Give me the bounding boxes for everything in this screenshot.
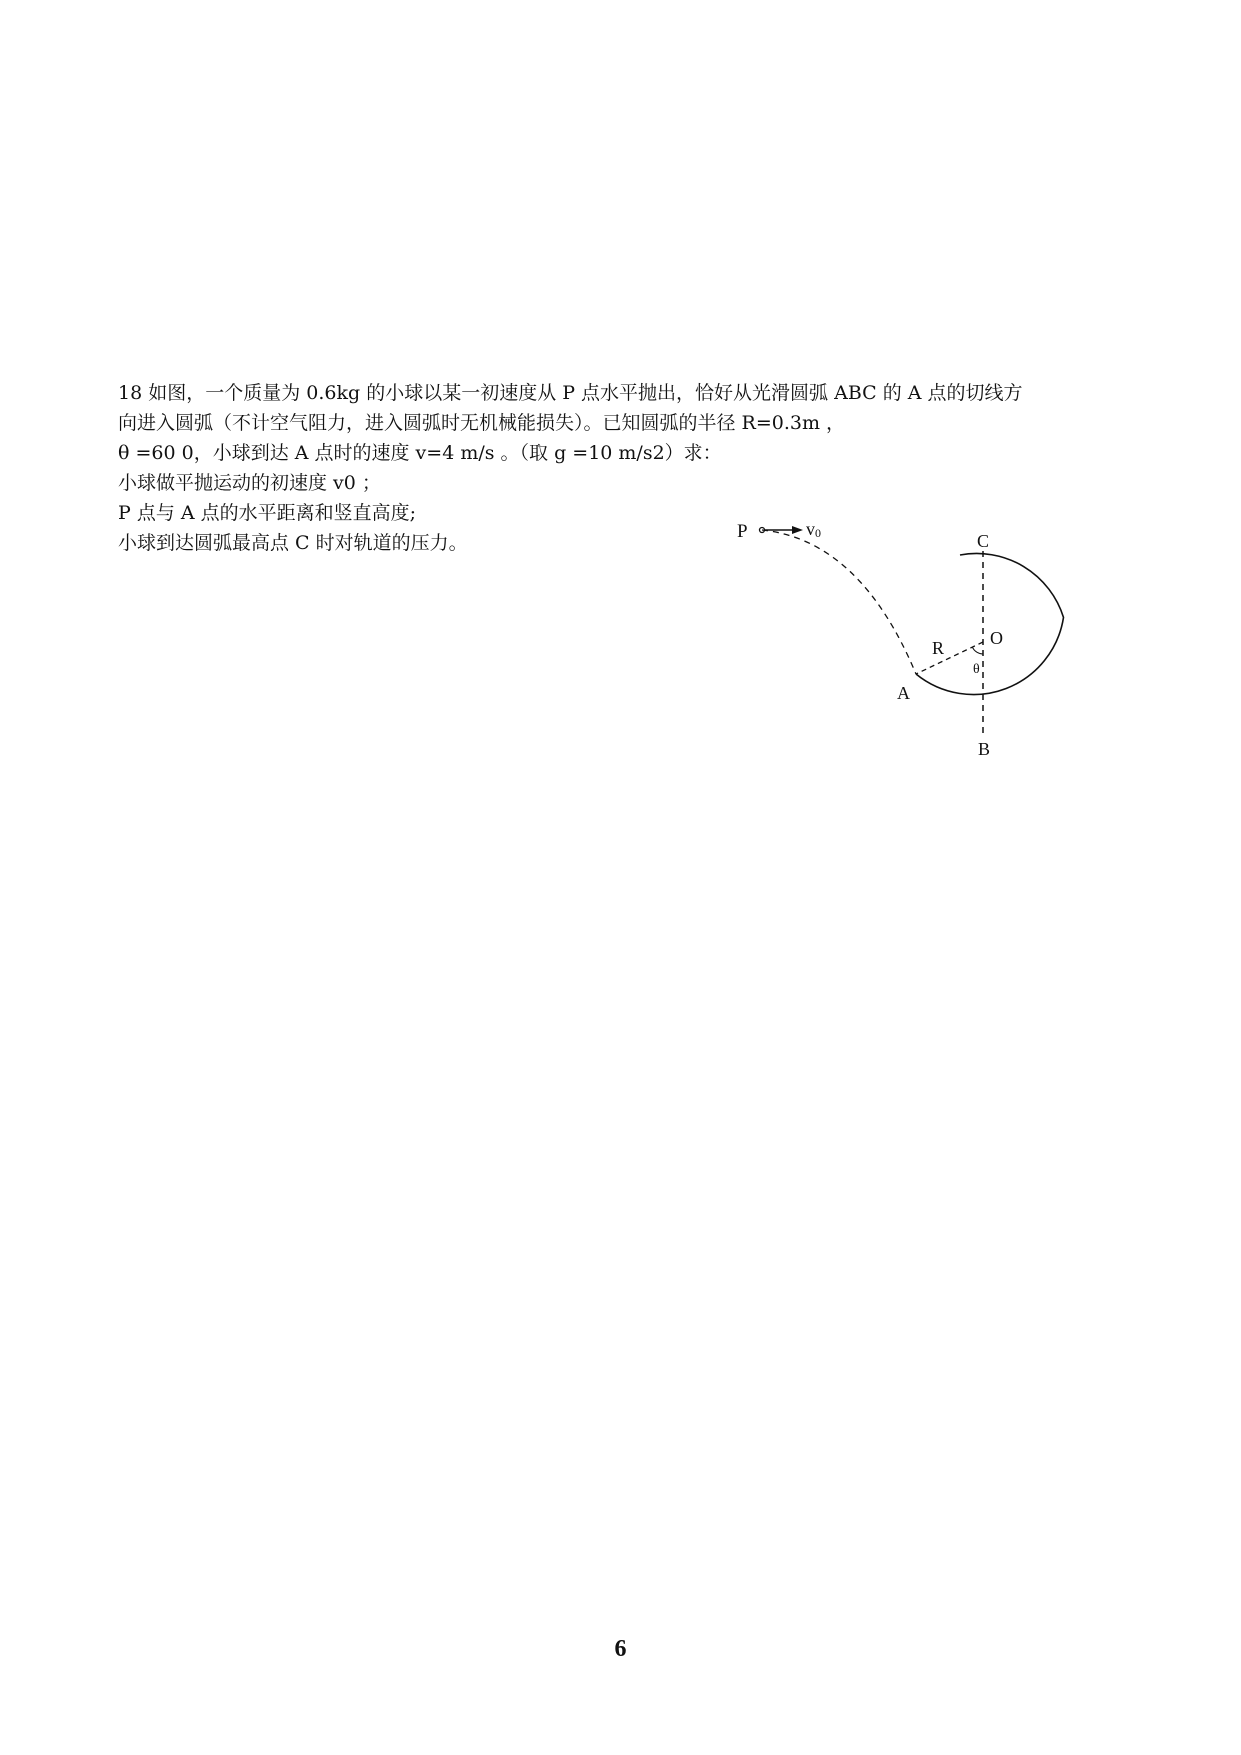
problem-line-3: θ =60 0，小球到达 A 点时的速度 v=4 m/s 。（取 g =10 m/s2）求： — [118, 442, 722, 464]
physics-diagram — [720, 500, 1100, 770]
label-b: B — [978, 739, 991, 759]
label-c: C — [977, 531, 990, 551]
problem-line-1: 18 如图，一个质量为 0.6kg 的小球以某一初速度从 P 点水平抛出，恰好从光滑圆弧 ABC 的 A 点的切线方 — [118, 382, 1023, 404]
label-v0: v0 — [806, 519, 821, 540]
question-3: 小球到达圆弧最高点 C 时对轨道的压力。 — [118, 532, 468, 554]
v0-arrowhead — [792, 526, 803, 534]
arc-track — [916, 553, 1064, 694]
trajectory-dashed — [762, 530, 916, 674]
label-o: O — [990, 628, 1003, 648]
circular-arc — [746, 674, 960, 770]
page-number: 6 — [614, 1636, 627, 1662]
problem-line-2: 向进入圆弧（不计空气阻力，进入圆弧时无机械能损失）。已知圆弧的半径 R=0.3m ， — [118, 412, 846, 434]
angle-theta-mark — [973, 648, 984, 655]
label-r: R — [932, 638, 945, 658]
label-p: P — [737, 521, 748, 542]
question-2: P 点与 A 点的水平距离和竖直高度; — [118, 502, 417, 524]
label-a: A — [897, 683, 910, 703]
label-theta: θ — [973, 662, 980, 677]
question-1: 小球做平抛运动的初速度 v0 ； — [118, 472, 381, 494]
